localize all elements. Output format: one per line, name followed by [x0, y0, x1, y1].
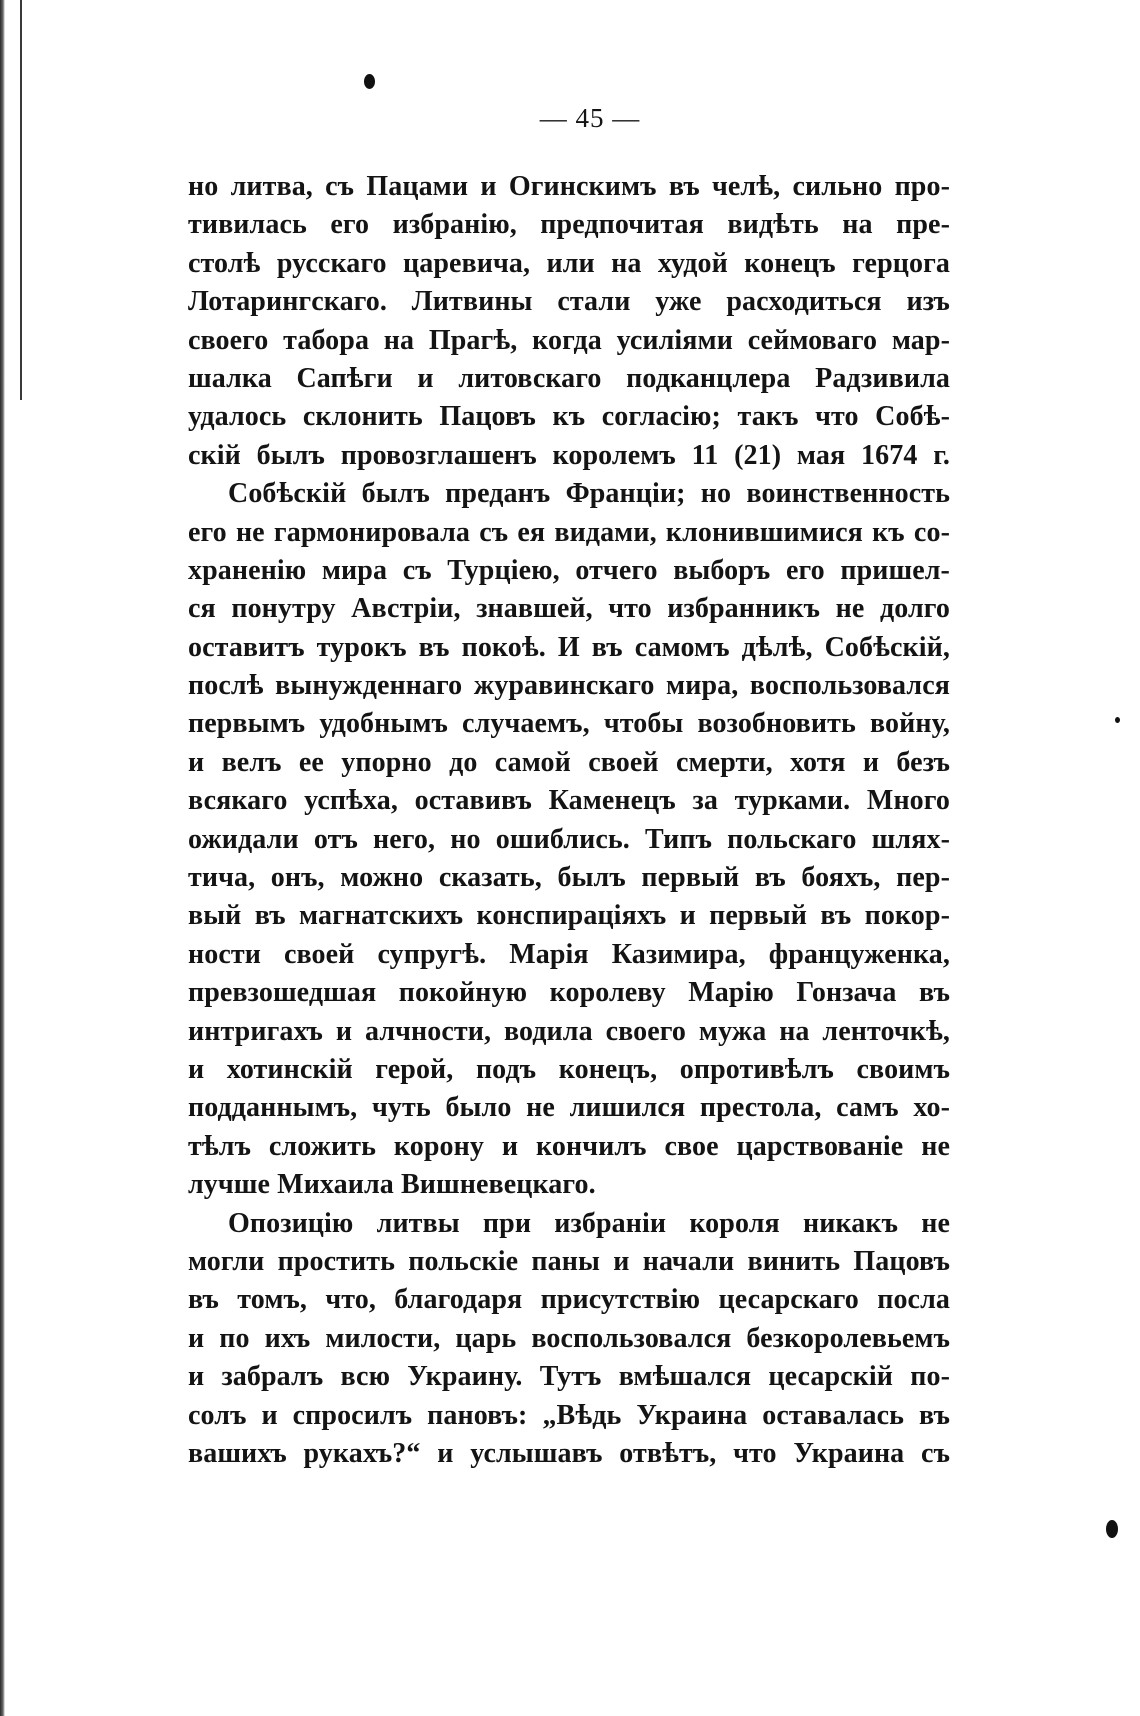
text-line: и велъ ее упорно до самой своей смерти, хотя и безъ [188, 746, 950, 778]
text-line: тича, онъ, можно сказать, былъ первый въ бояхъ, пер- [188, 862, 950, 894]
text-line: въ томъ, что, благодаря присутствію цесарскаго посла [188, 1284, 950, 1316]
scan-edge [0, 0, 5, 1716]
text-line: своего табора на Прагѣ, когда усиліями сеймоваго мар- [188, 324, 950, 356]
text-line: скій былъ провозглашенъ королемъ 11 (21) мая 1674 г. [188, 439, 950, 471]
text-line: послѣ вынужденнаго журавинскаго мира, воспользовался [188, 670, 950, 702]
text-line: ности своей супругѣ. Марія Казимира, француженка, [188, 938, 950, 970]
text-line: Собѣскій былъ преданъ Франціи; но воинственность [228, 478, 950, 510]
text-line: удалось склонить Пацовъ къ согласію; такъ что Собѣ- [188, 401, 950, 433]
text-line: Лотарингскаго. Литвины стали уже расходиться изъ [188, 286, 950, 318]
ink-blot [1106, 1520, 1118, 1538]
ink-blot [1115, 717, 1120, 723]
text-line: интригахъ и алчности, водила своего мужа на ленточкѣ, [188, 1015, 950, 1047]
text-line: его не гармонировала съ ея видами, клонившимися къ со- [188, 516, 950, 548]
text-line: первымъ удобнымъ случаемъ, чтобы возобновить войну, [188, 708, 950, 740]
text-line: солъ и спросилъ пановъ: „Вѣдь Украина оставалась въ [188, 1399, 950, 1431]
text-line: ся понутру Австріи, знавшей, что избранникъ не долго [188, 593, 950, 625]
text-line: вый въ магнатскихъ конспираціяхъ и первый въ покор- [188, 900, 950, 932]
page-number: — 45 — [539, 103, 641, 133]
text-line: ожидали отъ него, но ошиблись. Типъ польскаго шлях- [188, 823, 950, 855]
text-line: но литва, съ Пацами и Огинскимъ въ челѣ, сильно про- [188, 171, 950, 202]
text-line: Опозицію литвы при избраніи короля никакъ не [228, 1207, 950, 1239]
body-text [188, 168, 950, 1473]
text-line: могли простить польскіе паны и начали винить Пацовъ [188, 1245, 950, 1277]
text-line: тивилась его избранію, предпочитая видѣть на пре- [188, 209, 950, 241]
text-line: и забралъ всю Украину. Тутъ вмѣшался цесарскій по- [188, 1361, 950, 1393]
text-line: и по ихъ милости, царь воспользовался безкоролевьемъ [188, 1322, 950, 1354]
text-line: столѣ русскаго царевича, или на худой конецъ герцога [188, 247, 950, 279]
text-line: и хотинскій герой, подъ конецъ, опротивѣлъ своимъ [188, 1053, 950, 1085]
text-line: тѣлъ сложить корону и кончилъ свое царствованіе не [188, 1130, 950, 1162]
text-line: всякаго успѣха, оставивъ Каменецъ за турками. Много [188, 785, 950, 817]
text-line: лучше Михаила Вишневецкаго. [188, 1169, 596, 1201]
text-line: вашихъ рукахъ?“ и услышавъ отвѣтъ, что Украина съ [188, 1437, 950, 1469]
text-line: подданнымъ, чуть было не лишился престола, самъ хо- [188, 1092, 950, 1124]
text-line: шалка Сапѣги и литовскаго подканцлера Радзивила [188, 362, 950, 394]
scan-edge-line [20, 0, 22, 400]
text-line: храненію мира съ Турціею, отчего выборъ его пришел- [188, 554, 950, 586]
text-line: оставитъ турокъ въ покоѣ. И въ самомъ дѣлѣ, Собѣскій, [188, 631, 950, 663]
text-line: превзошедшая покойную королеву Марію Гонзача въ [188, 977, 950, 1009]
ink-blot [364, 74, 375, 89]
